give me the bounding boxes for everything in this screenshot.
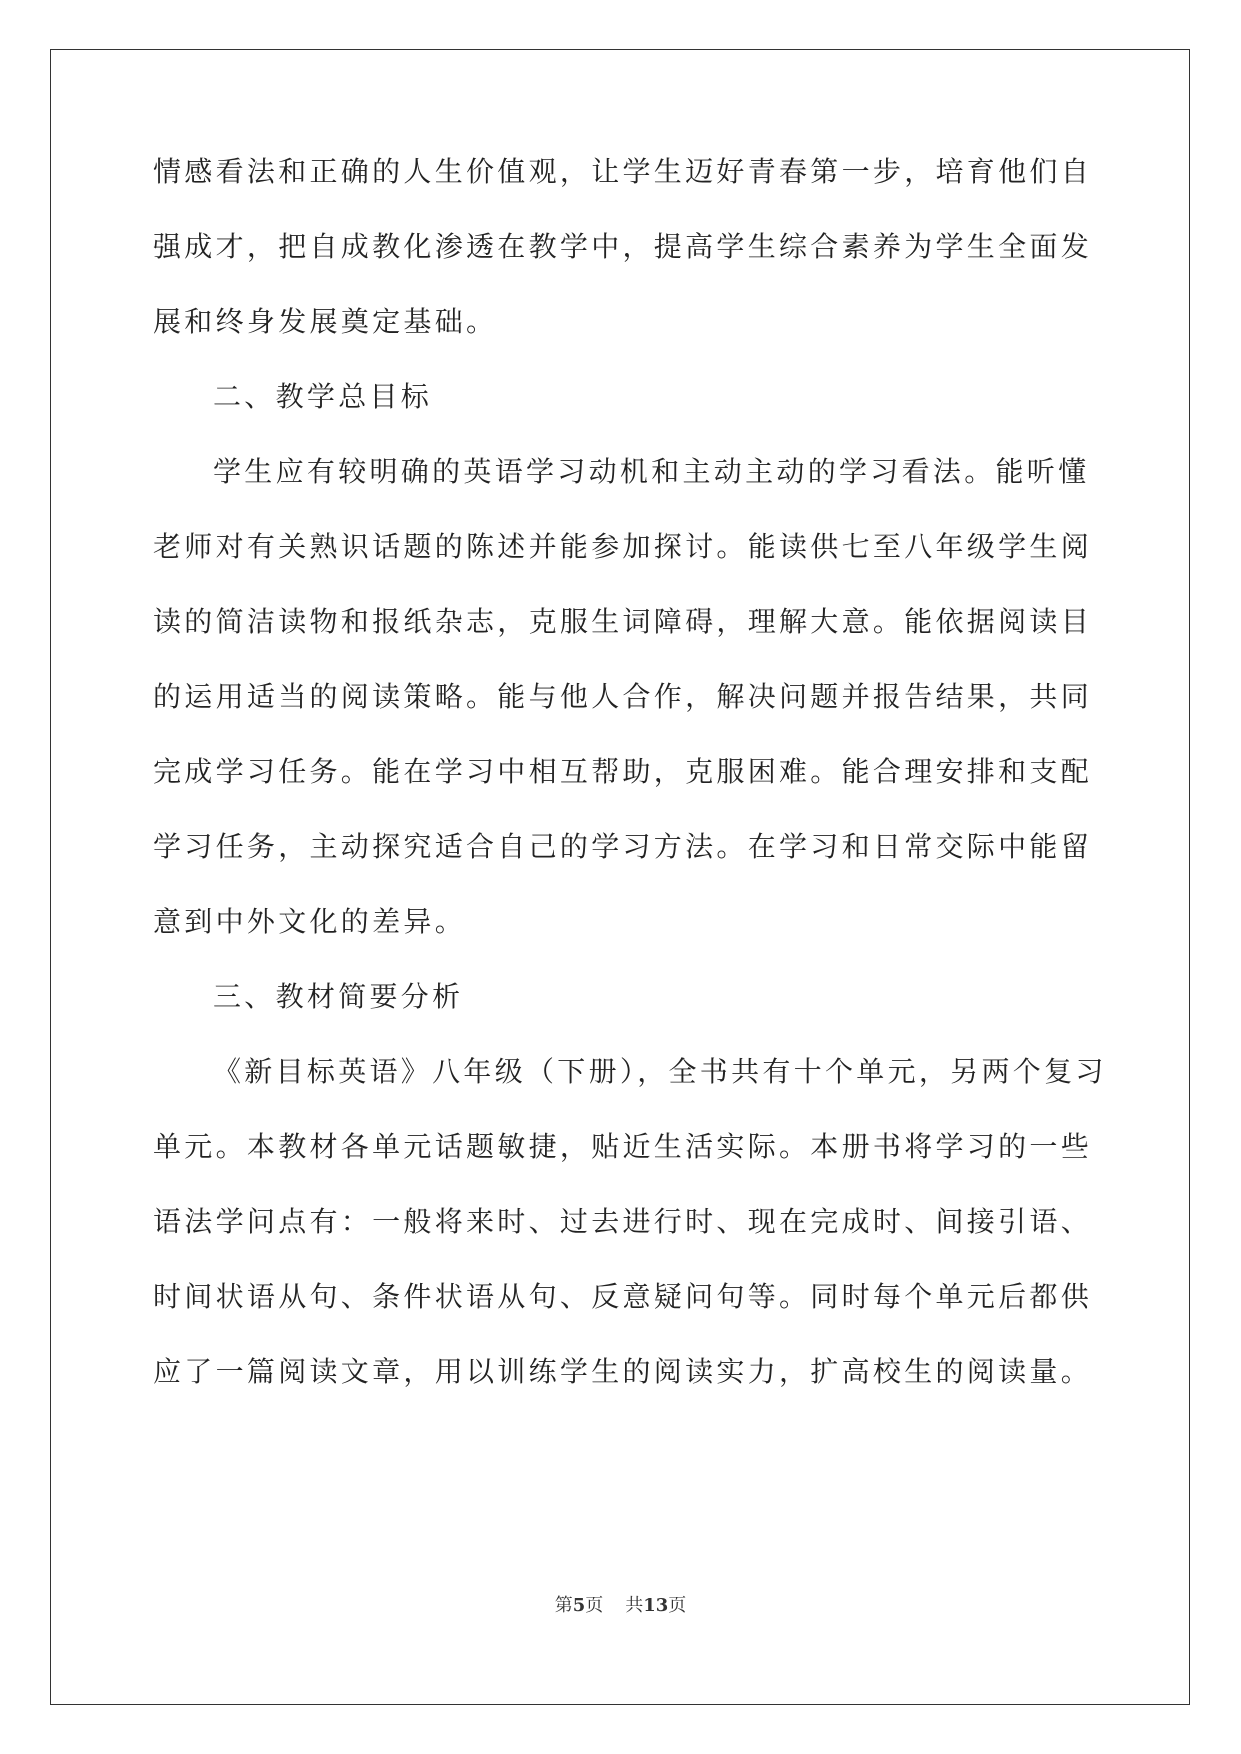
page-number-suffix: 页 bbox=[585, 1595, 604, 1616]
page-frame bbox=[50, 49, 1190, 1705]
paragraph-2-line-7: 意到中外文化的差异。 bbox=[153, 905, 467, 938]
page-number-total: 13 bbox=[643, 1595, 669, 1616]
page-total-suffix: 页 bbox=[668, 1595, 687, 1616]
paragraph-2-line-5: 完成学习任务。能在学习中相互帮助，克服困难。能合理安排和支配 bbox=[153, 755, 1093, 788]
section-heading-textbook-analysis: 三、教材简要分析 bbox=[213, 980, 464, 1013]
paragraph-3-line-1: 《新目标英语》八年级（下册），全书共有十个单元，另两个复习 bbox=[213, 1055, 1107, 1088]
paragraph-1-line-2: 强成才，把自成教化渗透在教学中，提高学生综合素养为学生全面发 bbox=[153, 230, 1093, 263]
page-number-prefix: 第 bbox=[554, 1595, 573, 1616]
paragraph-2-line-3: 读的简洁读物和报纸杂志，克服生词障碍，理解大意。能依据阅读目 bbox=[153, 605, 1093, 638]
section-heading-teaching-goals: 二、教学总目标 bbox=[213, 380, 433, 413]
paragraph-3-line-2: 单元。本教材各单元话题敏捷，贴近生活实际。本册书将学习的一些 bbox=[153, 1130, 1093, 1163]
paragraph-1-line-3: 展和终身发展奠定基础。 bbox=[153, 305, 498, 338]
paragraph-1-line-1: 情感看法和正确的人生价值观，让学生迈好青春第一步，培育他们自 bbox=[153, 155, 1093, 188]
page-number-current: 5 bbox=[572, 1595, 586, 1616]
paragraph-2-line-2: 老师对有关熟识话题的陈述并能参加探讨。能读供七至八年级学生阅 bbox=[153, 530, 1093, 563]
paragraph-3-line-5: 应了一篇阅读文章，用以训练学生的阅读实力，扩高校生的阅读量。 bbox=[153, 1355, 1093, 1388]
page-total-prefix: 共 bbox=[625, 1595, 644, 1616]
paragraph-2-line-1: 学生应有较明确的英语学习动机和主动主动的学习看法。能听懂 bbox=[213, 455, 1090, 488]
paragraph-2-line-6: 学习任务，主动探究适合自己的学习方法。在学习和日常交际中能留 bbox=[153, 830, 1093, 863]
paragraph-3-line-4: 时间状语从句、条件状语从句、反意疑问句等。同时每个单元后都供 bbox=[153, 1280, 1093, 1313]
paragraph-2-line-4: 的运用适当的阅读策略。能与他人合作，解决问题并报告结果，共同 bbox=[153, 680, 1093, 713]
paragraph-3-line-3: 语法学问点有：一般将来时、过去进行时、现在完成时、间接引语、 bbox=[153, 1205, 1093, 1238]
page-footer bbox=[0, 1594, 1241, 1618]
